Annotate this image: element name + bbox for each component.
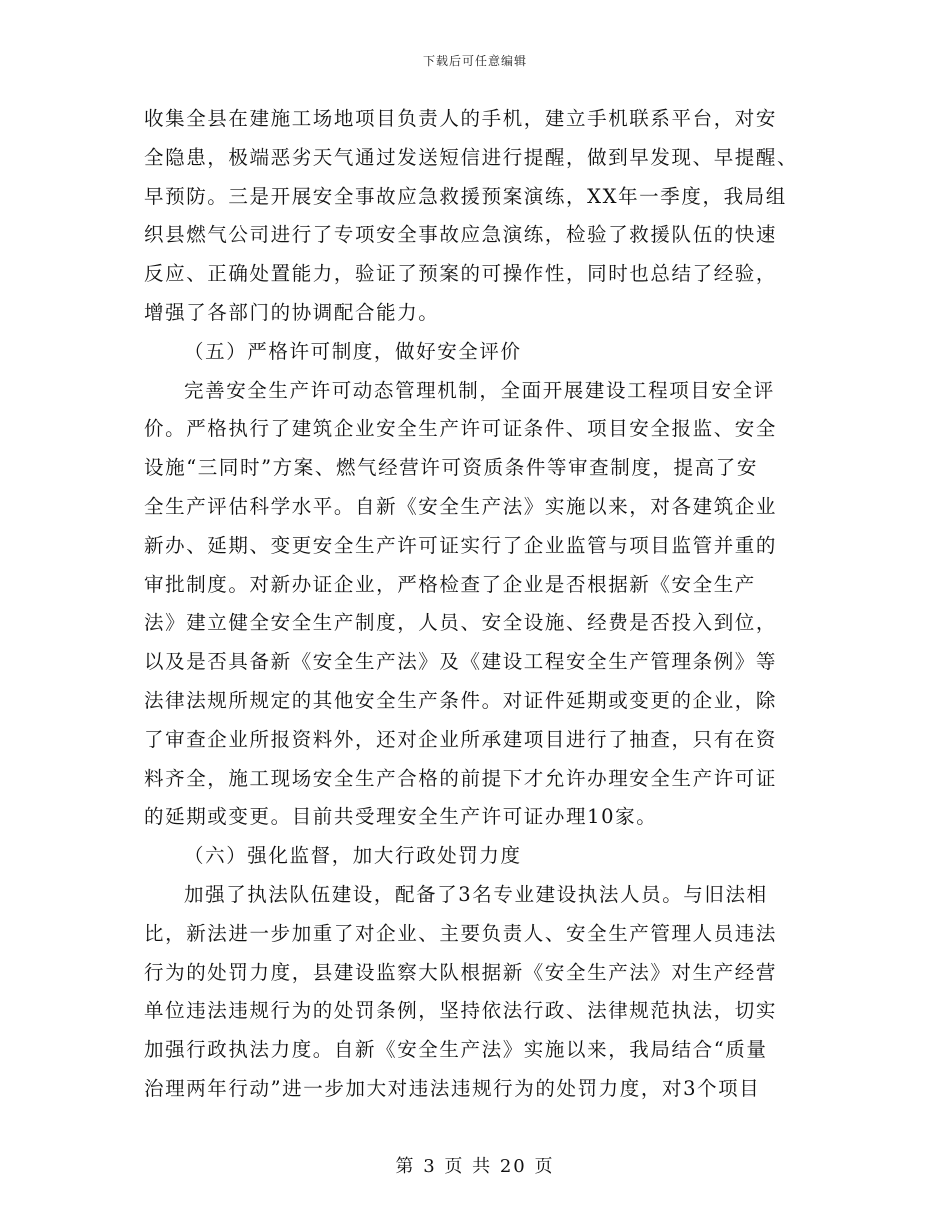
body-line: 加强行政执法力度。自新《安全生产法》实施以来，我局结合“质量 bbox=[144, 1038, 768, 1062]
page-header-note: 下载后可任意编辑 bbox=[422, 54, 527, 68]
body-line: 反应、正确处置能力，验证了预案的可操作性，同时也总结了经验， bbox=[144, 262, 778, 286]
body-line: 治理两年行动”进一步加大对违法违规行为的处罚力度，对3个项目 bbox=[144, 1076, 761, 1100]
body-line: 全生产评估科学水平。自新《安全生产法》实施以来，对各建筑企业 bbox=[144, 494, 778, 518]
body-line: 审批制度。对新办证企业，严格检查了企业是否根据新《安全生产 bbox=[144, 572, 756, 596]
body-line: 比，新法进一步加重了对企业、主要负责人、安全生产管理人员违法 bbox=[144, 921, 778, 945]
body-line: 早预防。三是开展安全事故应急救援预案演练，XX年一季度，我局组 bbox=[144, 184, 787, 208]
document-body bbox=[144, 100, 814, 1109]
body-line: 全隐患，极端恶劣天气通过发送短信进行提醒，做到早发现、早提醒、 bbox=[144, 145, 799, 169]
body-line: 新办、延期、变更安全生产许可证实行了企业监管与项目监管并重的 bbox=[144, 533, 778, 557]
body-line: 了审查企业所报资料外，还对企业所承建项目进行了抽查，只有在资 bbox=[144, 727, 778, 751]
body-line: 法》建立健全安全生产制度，人员、安全设施、经费是否投入到位， bbox=[144, 611, 778, 635]
body-line: 收集全县在建施工场地项目负责人的手机，建立手机联系平台，对安 bbox=[144, 107, 778, 130]
section-heading-5: （五）严格许可制度，做好安全评价 bbox=[184, 339, 522, 363]
page-number-footer: 第 3 页 共 20 页 bbox=[395, 1156, 555, 1177]
body-line: 行为的处罚力度，县建设监察大队根据新《安全生产法》对生产经营 bbox=[144, 960, 778, 984]
section-heading-6: （六）强化监督，加大行政处罚力度 bbox=[184, 844, 522, 868]
paragraph-first-line: 加强了执法队伍建设，配备了3名专业建设执法人员。与旧法相 bbox=[184, 882, 768, 906]
body-line: 的延期或变更。目前共受理安全生产许可证办理10家。 bbox=[144, 805, 658, 829]
body-line: 增强了各部门的协调配合能力。 bbox=[144, 300, 440, 324]
paragraph-first-line: 完善安全生产许可动态管理机制，全面开展建设工程项目安全评 bbox=[184, 378, 775, 402]
body-line: 单位违法违规行为的处罚条例，坚持依法行政、法律规范执法，切实 bbox=[144, 999, 778, 1023]
body-line: 价。严格执行了建筑企业安全生产许可证条件、项目安全报监、安全 bbox=[144, 417, 778, 441]
body-line: 设施“三同时”方案、燃气经营许可资质条件等审查制度，提高了安 bbox=[144, 456, 758, 480]
body-line: 料齐全，施工现场安全生产合格的前提下才允许办理安全生产许可证 bbox=[144, 766, 778, 790]
body-line: 织县燃气公司进行了专项安全事故应急演练，检验了救援队伍的快速 bbox=[144, 223, 778, 247]
body-line: 法律法规所规定的其他安全生产条件。对证件延期或变更的企业，除 bbox=[144, 688, 778, 712]
body-line: 以及是否具备新《安全生产法》及《建设工程安全生产管理条例》等 bbox=[144, 650, 778, 674]
